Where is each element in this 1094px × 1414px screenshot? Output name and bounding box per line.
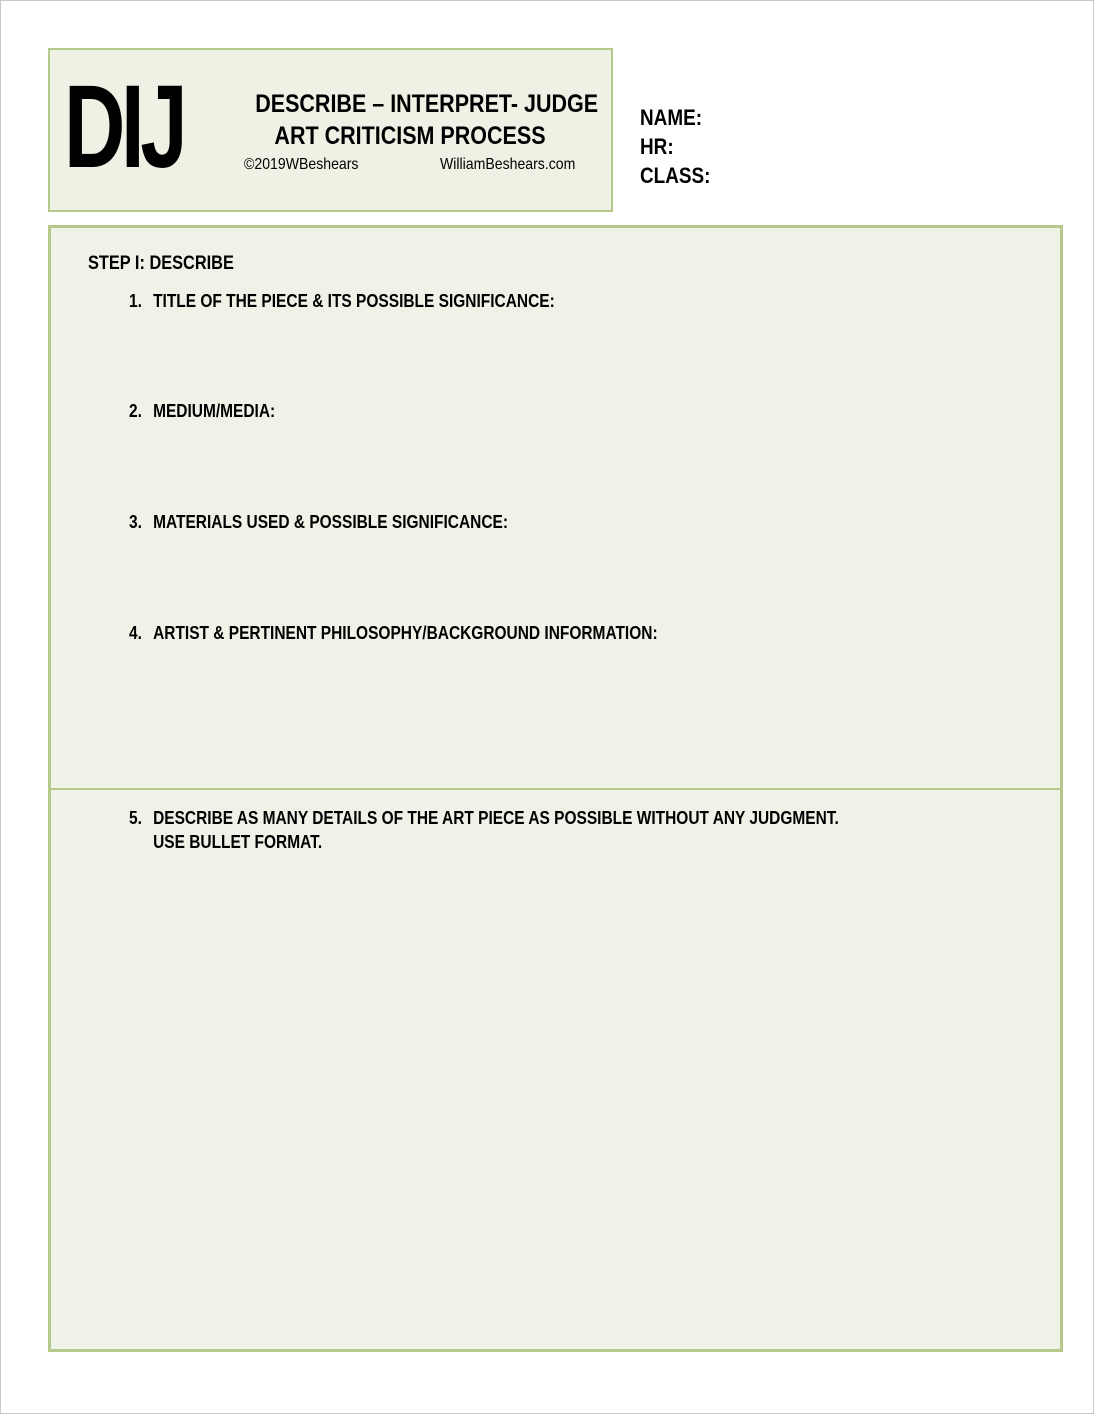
question-number: 5.	[129, 808, 142, 828]
name-label: NAME:	[640, 105, 703, 130]
question-text-continued: USE BULLET FORMAT.	[153, 832, 323, 852]
question-3	[129, 510, 508, 534]
logo: DIJ	[64, 61, 184, 193]
question-1	[129, 289, 555, 313]
worksheet-title-line2: ART CRITICISM PROCESS	[274, 122, 546, 150]
step-heading: STEP I: DESCRIBE	[88, 253, 234, 274]
question-number: 3.	[129, 512, 142, 532]
question-text: ARTIST & PERTINENT PHILOSOPHY/BACKGROUND INFORMATION:	[153, 623, 658, 643]
class-label: CLASS:	[640, 163, 711, 188]
worksheet-box	[48, 225, 1063, 1352]
question-4	[129, 621, 658, 645]
hr-label: HR:	[640, 134, 674, 159]
question-number: 2.	[129, 401, 142, 421]
header-box	[48, 48, 613, 212]
question-5	[129, 806, 839, 854]
question-text: DESCRIBE AS MANY DETAILS OF THE ART PIECE AS POSSIBLE WITHOUT ANY JUDGMENT.	[153, 808, 839, 828]
worksheet-title-line1: DESCRIBE – INTERPRET- JUDGE	[255, 90, 599, 118]
question-2	[129, 399, 275, 423]
website-text: WilliamBeshears.com	[440, 156, 576, 173]
question-number: 1.	[129, 291, 142, 311]
question-text: MATERIALS USED & POSSIBLE SIGNIFICANCE:	[153, 512, 509, 532]
copyright-text: ©2019WBeshears	[244, 156, 359, 173]
question-text: TITLE OF THE PIECE & ITS POSSIBLE SIGNIFICANCE:	[153, 291, 555, 311]
question-number: 4.	[129, 623, 142, 643]
section-divider	[51, 788, 1060, 790]
question-text: MEDIUM/MEDIA:	[153, 401, 276, 421]
